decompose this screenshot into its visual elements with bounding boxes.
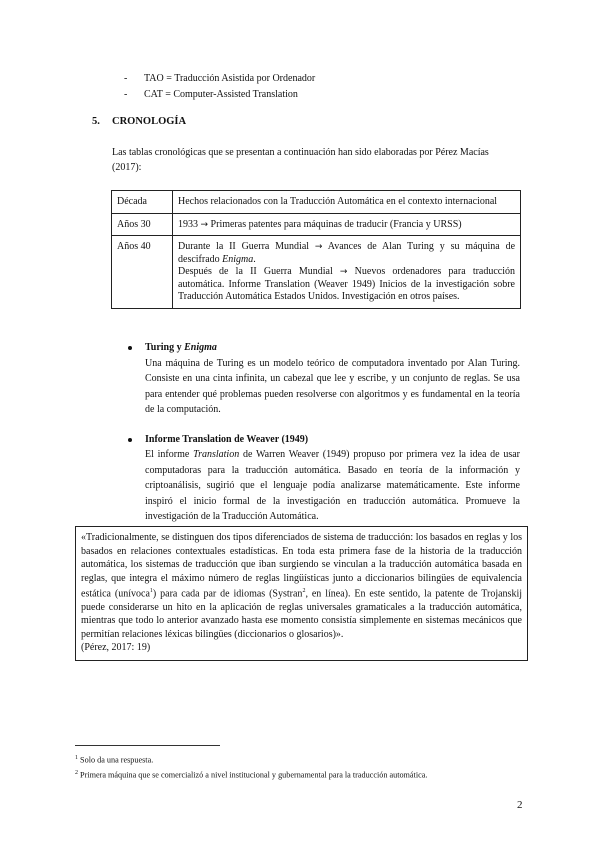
footnote-ref: 2 [302, 588, 306, 594]
page-number: 2 [517, 799, 523, 811]
footnote: $^2$ Primera máquina que se comercializó a nivel institucional y gubernamental para la traducción automática. [75, 770, 428, 780]
bullet-list [128, 340, 520, 539]
list-item [128, 340, 520, 418]
header-events: Hechos relacionados con la Traducción Automática en el contexto internacional [173, 191, 521, 214]
section-number: 5. [92, 116, 100, 127]
bullet-title: Turing y Enigma [145, 342, 217, 353]
bullet-title: Informe Translation de Weaver (1949) [145, 433, 309, 445]
footnote-divider [75, 745, 220, 746]
event-cell: 1933 → Primeras patentes para máquinas de traducir (Francia y URSS) [173, 213, 521, 236]
bullet-icon [128, 438, 132, 442]
footnote-ref: 1 [149, 588, 153, 594]
arrow-icon: → [339, 267, 348, 277]
decade-cell: Años 30 [112, 213, 173, 236]
arrow-icon: → [314, 242, 323, 252]
table-row [112, 213, 521, 236]
list-item [128, 432, 520, 525]
decade-cell: Años 40 [112, 236, 173, 309]
intro-paragraph: Las tablas cronológicas que se presentan a continuación han sido elaboradas por Pérez Macías (2017): [112, 147, 489, 173]
quote-citation: (Pérez, 2017: 19) [81, 642, 151, 654]
table-row [112, 236, 521, 309]
event-cell: Durante la II Guerra Mundial → Avances de Alan Turing y su máquina de descifrado Enigma. Después de la II Guerra Mundial → Nuevos ordenadores para traducción automática. Informe Translation (Weaver 1949) Inicios de la investigación sobre Traducción Automática Estados Unidos. Investigación en otros países. [173, 236, 521, 309]
bullet-icon [128, 346, 132, 350]
acronym-list [124, 71, 315, 103]
footnotes [75, 752, 427, 782]
section-title: CRONOLOGÍA [112, 116, 187, 127]
chronology-table [111, 190, 521, 309]
table-header-row [112, 191, 521, 214]
list-item: - TAO = Traducción Asistida por Ordenador [124, 73, 316, 84]
acronym-cat: CAT = Computer-Assisted Translation [144, 89, 298, 100]
quote-box: «Tradicionalmente, se distinguen dos tipos diferenciados de sistema de traducción: los basados en reglas y los basados en relaciones contextuales estadísticas. En toda esta primera fase de la historia de la traducción automática, los sistemas de traducción que iban surgiendo se vinculan a la traducción automática basada en reglas, que integra el máximo número de reglas lingüísticas junto a diccionarios bilingües de equivalencia estática (unívoca$^1$) para cada par de idiomas (Systran$^2$, en línea). En este sentido, la patente de Trojanskij puede considerarse un hito en la aplicación de reglas universales gramaticales a la traducción automática, mientras que todo lo anterior avanzado hasta ese momento consistía simplemente en sistemas mecánicos que permitían relaciones léxicas bilingües (diccionarios o glosarios)». (Pérez, 2017: 19) [75, 526, 528, 661]
header-decade: Década [112, 191, 173, 214]
footnote: $^1$ Solo da una respuesta. [75, 755, 154, 765]
acronym-tao: TAO = Traducción Asistida por Ordenador [144, 73, 316, 84]
arrow-icon: → [200, 219, 209, 230]
list-item: - CAT = Computer-Assisted Translation [124, 89, 298, 100]
bullet-body: El informe Translation de Warren Weaver (1949) propuso por primera vez la idea de usar computadoras para la traducción automática. Basado en teoría de la información y criptoanálisis, sugirió que el lenguaje podía analizarse matemáticamente. Este informe inspiró el inicio formal de la investigación en traducción automática. Promueve la investigación de la Traducción Automática. [145, 449, 521, 522]
section-heading [92, 116, 186, 127]
bullet-body: Una máquina de Turing es un modelo teórico de computadora inventado por Alan Turing. Consiste en una cinta infinita, un cabezal que lee y escribe, y un conjunto de reglas. Se usa para entender qué problemas pueden resolverse con algoritmos y es fundamental en la teoría de la computación. [145, 357, 520, 415]
